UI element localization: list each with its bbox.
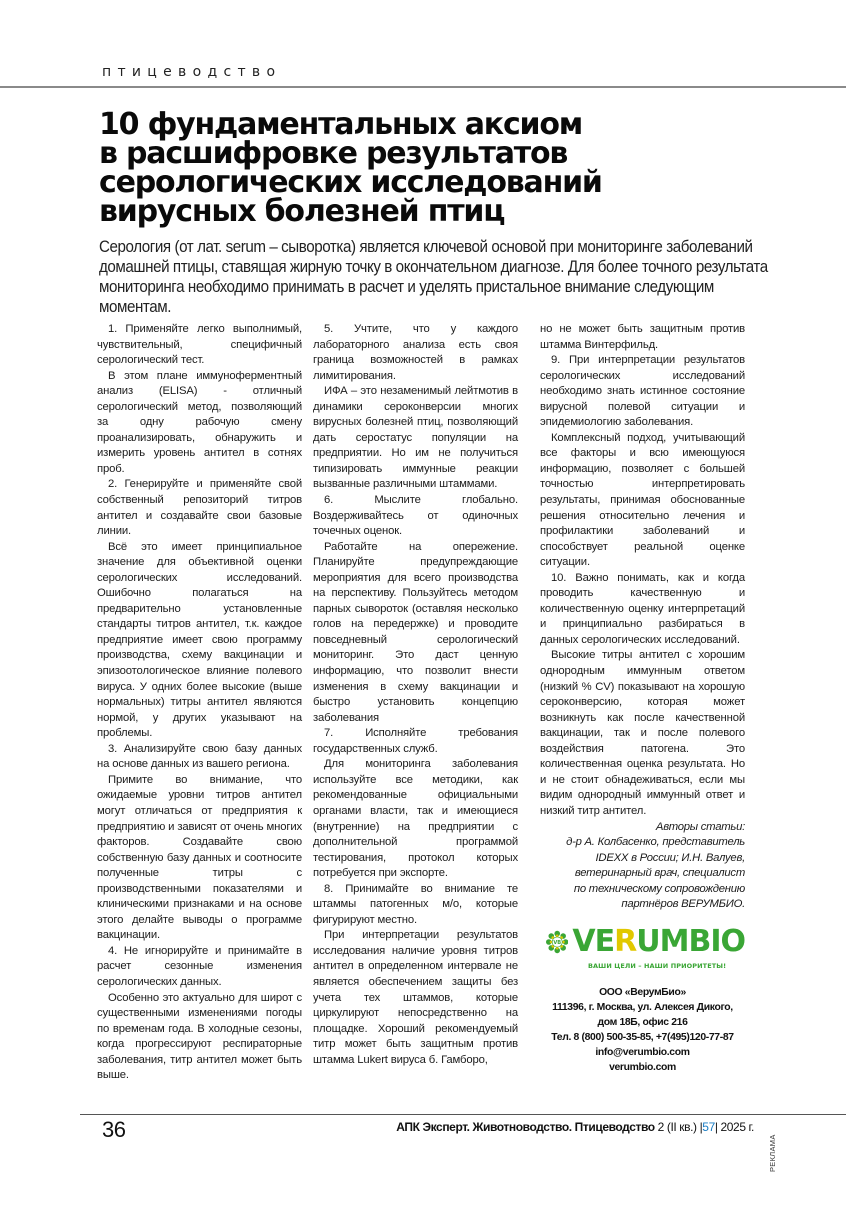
logo-wordmark: VERUMBIO [572,924,745,960]
paragraph: 2. Генерируйте и применяйте свой собственный репозиторий титров антител и создавайте свои базовые линии. [97,478,302,538]
email-link[interactable]: info@verumbio.com [595,1046,690,1058]
paragraph: 5. Учтите, что у каждого лабораторного анализа есть своя граница возможностей в рамках лимитирования. [313,323,518,382]
advert-label-wrap [768,1134,806,1181]
paragraph: При интерпретации результатов исследования наличие уровня титров антител в определенном интервале не является обеспечением защиты без учета тех штаммов, которые циркулируют непосредственно на площадке. Хороший рекомендуемый титр может быть защитным против штамма Lukert вируса б. Гамборо, [313,929,518,1066]
paragraph: Высокие титры антител с хорошим однородным иммунным ответом (низкий % CV) показывают на хорошую сероконверсию, которая может возникнуть как после качественной вакцинации, так и после полевого воздействия патогена. Это количественная оценка результата. Но и не стоит обнадеживаться, если мы видим однородный иммунный ответ и низкий титр антител. [540,649,745,817]
paragraph: 1. Применяйте легко выполнимый, чувствительный, специфичный серологический тест. [97,323,302,367]
phone: Тел. 8 (800) 500-35-85, +7(495)120-77-87 [551,1031,734,1043]
authors-heading: Авторы статьи: [655,820,745,833]
paragraph: В этом плане иммуноферментный анализ (ELISA) - отличный серологический метод, позволяющий за одну рабочую смену проанализировать, обнаружить и измерить уровень антител в сотнях проб. [97,369,302,475]
paragraph: 9. При интерпретации результатов серологических исследований необходимо знать истинное состояние вирусной полевой ситуации и эпидемиологию заболевания. [540,354,745,429]
logo-tagline: ВАШИ ЦЕЛИ – НАШИ ПРИОРИТЕТЫ! [588,962,727,971]
address-line: 111396, г. Москва, ул. Алексея Дикого, [552,1001,733,1013]
paragraph: 4. Не игнорируйте и принимайте в расчет сезонные изменения серологических данных. [97,944,302,988]
paragraph: 8. Принимайте во внимание те штаммы патогенных м/о, которые фигурируют местно. [313,882,518,926]
header-divider [0,86,846,88]
paragraph: Комплексный подход, учитывающий все факторы и всю имеющуюся информацию, позволяет с большей точностью интерпретировать результаты, принимая обоснованные решения относительно лечения и профилактики заболеваний и способствует реальной оценке ситуации. [540,431,745,569]
flower-emblem-icon [546,927,568,957]
contact-block [540,985,745,1076]
paragraph: но не может быть защитным против штамма Винтерфильд. [540,323,745,351]
issue-total: 57 [702,1120,715,1134]
title-line: вирусных болезней птиц [99,194,505,229]
paragraph: 7. Исполняйте требования государственных служб. [313,727,518,755]
title-line: в расшифровке результатов [99,136,568,171]
author-line: партнёров ВЕРУМБИО. [621,898,745,911]
author-line: по техническому сопровождению [573,882,745,895]
article-title [99,107,739,229]
magazine-title: АПК Эксперт. Животноводство. Птицеводство [396,1120,655,1134]
paragraph: Работайте на опережение. Планируйте предупреждающие мероприятия для всего производства на перспективу. Пользуйтесь методом парных сывороток (оставляя несколько голов на передержке) и проводите повседневный серологический мониторинг. Это даст ценную информацию, что позволит внести изменения в схему вакцинации и быстро установить концепцию заболевания [313,540,518,724]
website-link[interactable]: verumbio.com [609,1062,676,1074]
logo-mark-text: VB [553,940,562,947]
paragraph: 3. Анализируйте свою базу данных на основе данных из вашего региона. [97,742,302,771]
issue-year: | 2025 г. [714,1120,754,1134]
magazine-credit [396,1120,754,1134]
author-line: ветеринарный врач, специалист [574,867,745,880]
footer-divider [80,1114,846,1115]
title-line: 10 фундаментальных аксиом [99,107,583,142]
paragraph: 10. Важно понимать, как и когда проводить качественную и количественную оценку интерпретаций и принципиально разбираться в данных серологических исследований. [540,571,745,646]
title-line: серологических исследований [99,165,602,200]
paragraph: 6. Мыслите глобально. Воздерживайтесь от одиночных точечных оценок. [313,494,518,538]
article-body [97,322,757,1092]
column-2 [313,322,518,1068]
company-name: ООО «ВерумБио» [599,986,686,998]
paragraph: Примите во внимание, что ожидаемые уровни титров антител могут отличаться от предприятия к предприятию и зависят от очень многих факторов. Создавайте свою собственную базу данных и соотносите полученные титры с производственными показателями и клиническими признаками и на основе этого делайте выводы о программе вакцинации. [97,773,302,942]
paragraph: Всё это имеет принципиальное значение для объективной оценки серологических исследований. Ошибочно полагаться на предварительно установленные стандарты титров антител, т.к. каждое предприятие имеет свою программу производства, схему вакцинации и эпизоотологическое влияние полевого вируса. У одних более высокие (выше нормальных) титры антител являются нормой, у других указывают на проблемы. [97,540,302,740]
section-rubric: птицеводство [102,64,282,80]
paragraph: Для мониторинга заболевания используйте все методики, как рекомендованные официальными органами власти, так и имеющиеся (внутренние) на предприятии с дополнительной программой тестирования, протокол которых потребуется при экспорте. [313,758,518,880]
page-number: 36 [102,1117,126,1142]
article-lead: Серология (от лат. serum – сыворотка) является ключевой основой при мониторинге заболеваний домашней птицы, ставящая жирную точку в окончательном диагнозе. Для более точного результата мониторинга необходимо принимать в расчет и уделять пристальное внимание следующим моментам. [99,238,768,316]
paragraph: ИФА – это незаменимый лейтмотив в динамики сероконверсии многих вирусных болезней птиц, позволяющий дать серостатус популяции на предприятии. Но им не получиться типизировать иммунные реакции вызванные различными штаммами. [313,385,518,491]
author-line: д-р А. Колбасенко, представитель [566,836,745,849]
column-3 [540,322,745,1075]
address-line: дом 18Б, офис 216 [597,1016,688,1028]
advert-label: РЕКЛАМА [768,1134,777,1172]
column-1 [97,322,302,1084]
issue-number: 2 (II кв.) | [654,1120,703,1134]
paragraph: Особенно это актуально для широт с существенными изменениями погоды по временам года. В холодные сезоны, когда прогрессируют респираторные заболевания, титр антител может быть выше. [97,991,302,1082]
authors-block [540,820,745,914]
author-line: IDEXX в России; И.Н. Валуев, [595,851,745,864]
verumbio-logo [546,925,745,959]
